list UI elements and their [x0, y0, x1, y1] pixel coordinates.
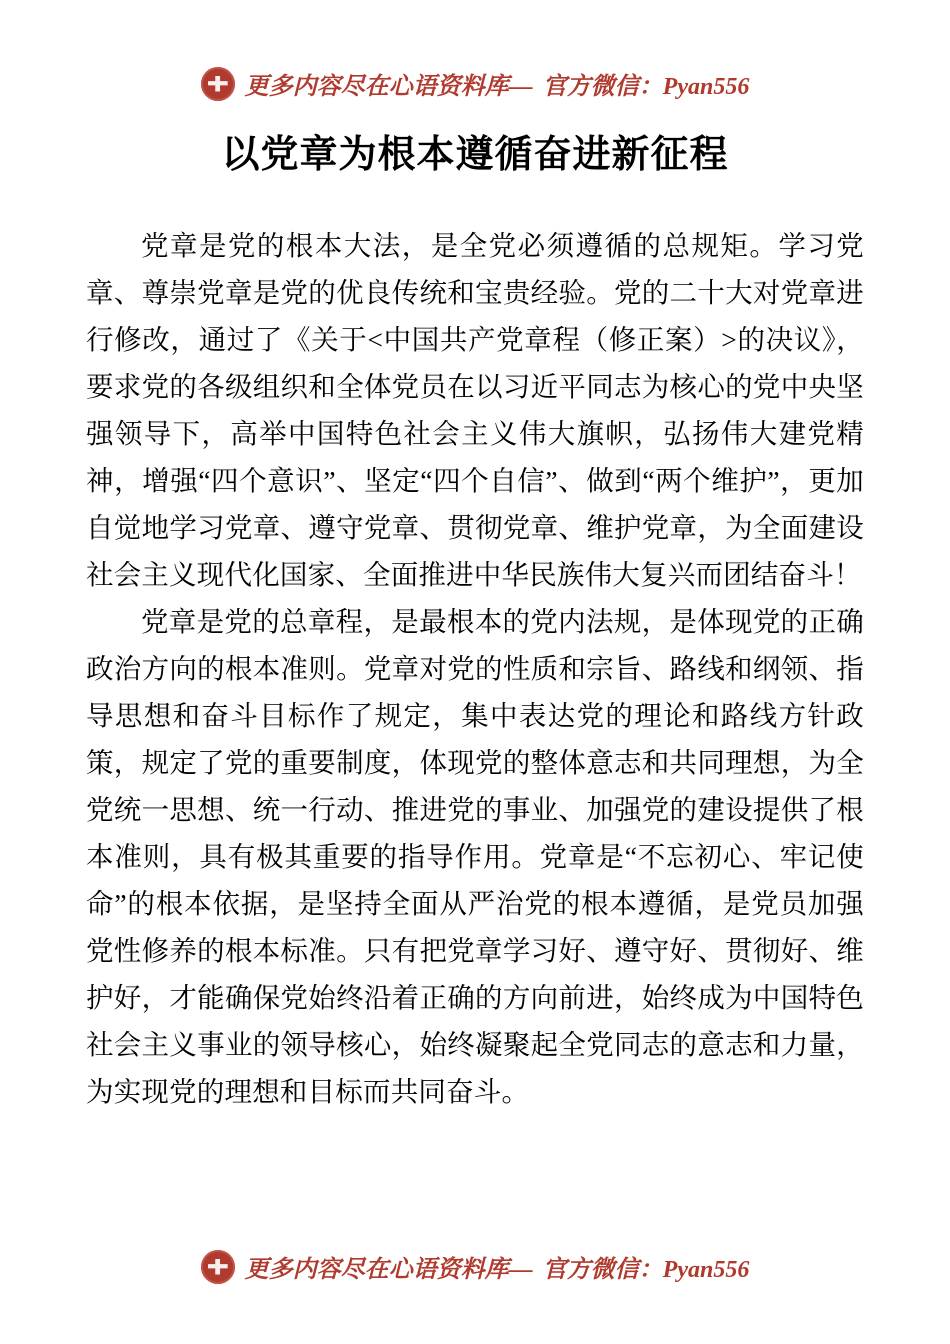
watermark-wechat: 官方微信：Pyan556 — [542, 74, 750, 100]
paragraph-2: 党章是党的总章程，是最根本的党内法规，是体现党的正确政治方向的根本准则。党章对党的性质和宗旨、路线和纲领、指导思想和奋斗目标作了规定，集中表达党的理论和路线方针政策，规定了党的重要制度，体现党的整体意志和共同理想，为全党统一思想、统一行动、推进党的事业、加强党的建设提供了根本准则，具有极其重要的指导作用。党章是“不忘初心、牢记使命”的根本依据，是坚持全面从严治党的根本遵循，是党员加强党性修养的根本标准。只有把党章学习好、遵守好、贯彻好、维护好，才能确保党始终沿着正确的方向前进，始终成为中国特色社会主义事业的领导核心，始终凝聚起全党同志的意志和力量，为实现党的理想和目标而共同奋斗。 — [86, 606, 864, 1107]
taiji-circle-icon — [201, 1250, 235, 1284]
watermark-text: 更多内容尽在心语资料库— — [244, 74, 533, 100]
page-title: 以党章为根本遵循奋进新征程 — [221, 134, 729, 176]
paragraph-1: 党章是党的根本大法，是全党必须遵循的总规矩。学习党章、尊崇党章是党的优良传统和宝贵经验。党的二十大对党章进行修改，通过了《关于<中国共产党章程（修正案）>的决议》，要求党的各级组织和全体党员在以习近平同志为核心的党中央坚强领导下，高举中国特色社会主义伟大旗帜，弘扬伟大建党精神，增强“四个意识”、坚定“四个自信”、做到“两个维护”，更加自觉地学习党章、遵守党章、贯彻党章、维护党章，为全面建设社会主义现代化国家、全面推进中华民族伟大复兴而团结奋斗！ — [86, 230, 864, 590]
watermark-footer — [0, 1249, 950, 1284]
watermark-header — [86, 0, 864, 101]
watermark-wechat: 官方微信：Pyan556 — [542, 1257, 750, 1283]
taiji-circle-icon — [201, 67, 235, 101]
document-body — [86, 222, 864, 1115]
watermark-text: 更多内容尽在心语资料库— — [244, 1257, 533, 1283]
